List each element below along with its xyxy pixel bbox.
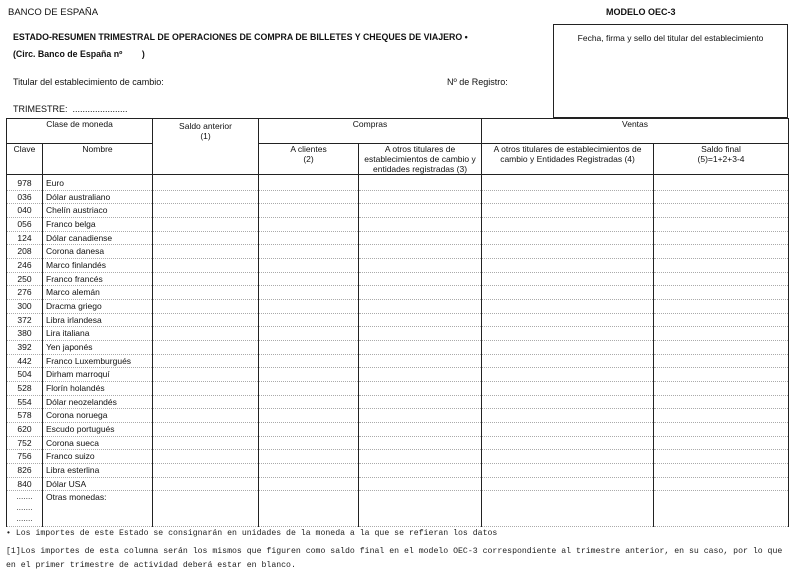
cell-previous-balance[interactable]: [153, 436, 259, 450]
currency-name: Libra irlandesa: [43, 313, 153, 327]
cell-sales-other[interactable]: [482, 450, 654, 464]
currency-code: 620: [7, 422, 43, 436]
cell-to-other-holders[interactable]: [359, 259, 482, 273]
cell-sales-other[interactable]: [482, 313, 654, 327]
table-row: [7, 259, 789, 273]
header-previous-balance: Saldo anterior (1): [153, 119, 259, 175]
stamp-label: Fecha, firma y sello del titular del establecimiento: [577, 33, 764, 43]
cell-final-balance[interactable]: [654, 354, 789, 368]
currency-name: Chelín austriaco: [43, 204, 153, 218]
table-row: [7, 175, 789, 191]
cell-sales-other[interactable]: [482, 245, 654, 259]
currency-code: 276: [7, 286, 43, 300]
cell-sales-other[interactable]: [482, 286, 654, 300]
cell-to-clients[interactable]: [259, 204, 359, 218]
currency-code: 442: [7, 354, 43, 368]
signature-stamp-box: [553, 24, 788, 118]
cell-to-other-holders[interactable]: [359, 354, 482, 368]
cell-to-clients[interactable]: [259, 409, 359, 423]
circular-ref: (Circ. Banco de España nº ): [13, 49, 145, 59]
currency-code: 040: [7, 204, 43, 218]
cell-previous-balance[interactable]: [153, 272, 259, 286]
cell-to-clients[interactable]: [259, 436, 359, 450]
currency-code: 752: [7, 436, 43, 450]
cell-to-clients[interactable]: [259, 259, 359, 273]
holder-label: Titular del establecimiento de cambio:: [13, 77, 164, 87]
cell-final-balance[interactable]: [654, 300, 789, 314]
cell-previous-balance[interactable]: [153, 231, 259, 245]
cell-sales-other[interactable]: [482, 175, 654, 191]
cell-sales-other[interactable]: [482, 477, 654, 491]
cell-sales-other[interactable]: [482, 231, 654, 245]
cell-sales-other[interactable]: [482, 368, 654, 382]
cell-to-clients[interactable]: [259, 300, 359, 314]
cell-to-clients[interactable]: [259, 190, 359, 204]
cell-previous-balance[interactable]: [153, 286, 259, 300]
currency-name: Franco francés: [43, 272, 153, 286]
cell-to-clients[interactable]: [259, 175, 359, 191]
currency-name: Franco belga: [43, 218, 153, 232]
registry-label: Nº de Registro:: [447, 77, 508, 87]
currency-name: Dólar canadiense: [43, 231, 153, 245]
footnote-1: [1]Los importes de esta columna serán los mismos que figuren como saldo final en el modelo OEC-3 correspondiente al trimestre anterior, en su caso, por lo que en el primer trimestre de actividad deberá estar en blanco.: [6, 547, 783, 570]
cell-final-balance[interactable]: [654, 218, 789, 232]
cell-final-balance[interactable]: [654, 409, 789, 423]
cell-to-clients[interactable]: [259, 491, 359, 527]
cell-final-balance[interactable]: [654, 395, 789, 409]
currency-name: Marco alemán: [43, 286, 153, 300]
currency-name: Lira italiana: [43, 327, 153, 341]
currency-name: Dólar USA: [43, 477, 153, 491]
currency-code: 826: [7, 463, 43, 477]
currency-code: 504: [7, 368, 43, 382]
currency-code: 840: [7, 477, 43, 491]
header-final-balance: Saldo final (5)=1+2+3-4: [654, 144, 789, 175]
table-row: [7, 231, 789, 245]
table-row: [7, 436, 789, 450]
currency-code: 554: [7, 395, 43, 409]
cell-previous-balance[interactable]: [153, 463, 259, 477]
header-code: Clave: [7, 144, 43, 175]
table-row: [7, 422, 789, 436]
table-row: [7, 340, 789, 354]
cell-previous-balance[interactable]: [153, 450, 259, 464]
cell-sales-other[interactable]: [482, 204, 654, 218]
cell-to-other-holders[interactable]: [359, 272, 482, 286]
cell-sales-other[interactable]: [482, 340, 654, 354]
cell-final-balance[interactable]: [654, 175, 789, 191]
cell-sales-other[interactable]: [482, 327, 654, 341]
table-row: [7, 272, 789, 286]
cell-to-other-holders[interactable]: [359, 368, 482, 382]
table-row: [7, 381, 789, 395]
header-name: Nombre: [43, 144, 153, 175]
cell-to-other-holders[interactable]: [359, 450, 482, 464]
cell-to-clients[interactable]: [259, 450, 359, 464]
cell-previous-balance[interactable]: [153, 175, 259, 191]
cell-previous-balance[interactable]: [153, 259, 259, 273]
cell-final-balance[interactable]: [654, 231, 789, 245]
table-row: [7, 354, 789, 368]
cell-final-balance[interactable]: [654, 313, 789, 327]
cell-sales-other[interactable]: [482, 300, 654, 314]
other-code-dots: ....... ....... .......: [7, 491, 43, 527]
cell-to-other-holders[interactable]: [359, 327, 482, 341]
cell-to-clients[interactable]: [259, 245, 359, 259]
cell-final-balance[interactable]: [654, 381, 789, 395]
cell-to-other-holders[interactable]: [359, 395, 482, 409]
cell-to-clients[interactable]: [259, 286, 359, 300]
cell-previous-balance[interactable]: [153, 381, 259, 395]
cell-to-other-holders[interactable]: [359, 463, 482, 477]
cell-to-other-holders[interactable]: [359, 204, 482, 218]
cell-previous-balance[interactable]: [153, 409, 259, 423]
header-sales-other: A otros titulares de establecimientos de cambio y Entidades Registradas (4): [482, 144, 654, 175]
table-row: [7, 395, 789, 409]
currency-name: Dirham marroquí: [43, 368, 153, 382]
cell-to-clients[interactable]: [259, 368, 359, 382]
cell-final-balance[interactable]: [654, 450, 789, 464]
cell-final-balance[interactable]: [654, 436, 789, 450]
table-row: [7, 450, 789, 464]
currency-code: 756: [7, 450, 43, 464]
cell-to-other-holders[interactable]: [359, 300, 482, 314]
cell-to-clients[interactable]: [259, 381, 359, 395]
table-row-other: [7, 491, 789, 527]
cell-final-balance[interactable]: [654, 259, 789, 273]
cell-to-clients[interactable]: [259, 340, 359, 354]
cell-sales-other[interactable]: [482, 381, 654, 395]
currency-name: Corona noruega: [43, 409, 153, 423]
table-row: [7, 218, 789, 232]
cell-to-other-holders[interactable]: [359, 436, 482, 450]
header-to-clients: A clientes (2): [259, 144, 359, 175]
cell-sales-other[interactable]: [482, 190, 654, 204]
currency-name: Yen japonés: [43, 340, 153, 354]
form-title: ESTADO-RESUMEN TRIMESTRAL DE OPERACIONES DE COMPRA DE BILLETES Y CHEQUES DE VIAJERO •: [13, 32, 468, 42]
cell-final-balance[interactable]: [654, 245, 789, 259]
table-row: [7, 463, 789, 477]
cell-previous-balance[interactable]: [153, 491, 259, 527]
cell-to-other-holders[interactable]: [359, 422, 482, 436]
cell-to-clients[interactable]: [259, 422, 359, 436]
cell-previous-balance[interactable]: [153, 422, 259, 436]
table-row: [7, 409, 789, 423]
cell-previous-balance[interactable]: [153, 313, 259, 327]
cell-to-clients[interactable]: [259, 477, 359, 491]
cell-final-balance[interactable]: [654, 491, 789, 527]
currency-code: 372: [7, 313, 43, 327]
cell-to-clients[interactable]: [259, 463, 359, 477]
cell-sales-other[interactable]: [482, 259, 654, 273]
header-to-other-holders: A otros titulares de establecimientos de cambio y entidades registradas (3): [359, 144, 482, 175]
cell-to-clients[interactable]: [259, 313, 359, 327]
currency-name: Franco Luxemburgués: [43, 354, 153, 368]
cell-sales-other[interactable]: [482, 272, 654, 286]
cell-to-other-holders[interactable]: [359, 491, 482, 527]
cell-to-other-holders[interactable]: [359, 245, 482, 259]
cell-previous-balance[interactable]: [153, 218, 259, 232]
cell-previous-balance[interactable]: [153, 300, 259, 314]
cell-to-clients[interactable]: [259, 272, 359, 286]
table-row: [7, 204, 789, 218]
cell-to-other-holders[interactable]: [359, 286, 482, 300]
table-row: [7, 477, 789, 491]
currency-code: 246: [7, 259, 43, 273]
cell-to-clients[interactable]: [259, 354, 359, 368]
currency-code: 578: [7, 409, 43, 423]
cell-previous-balance[interactable]: [153, 395, 259, 409]
table-row: [7, 286, 789, 300]
cell-sales-other[interactable]: [482, 218, 654, 232]
currency-name: Escudo portugués: [43, 422, 153, 436]
cell-final-balance[interactable]: [654, 422, 789, 436]
other-currencies-label: Otras monedas:: [43, 491, 153, 527]
currency-code: 392: [7, 340, 43, 354]
currency-name: Dólar neozelandés: [43, 395, 153, 409]
cell-to-other-holders[interactable]: [359, 381, 482, 395]
cell-previous-balance[interactable]: [153, 327, 259, 341]
cell-final-balance[interactable]: [654, 477, 789, 491]
model-code: MODELO OEC-3: [606, 7, 676, 17]
currency-code: 978: [7, 175, 43, 191]
currency-code: 380: [7, 327, 43, 341]
table-row: [7, 300, 789, 314]
currency-name: Corona danesa: [43, 245, 153, 259]
currency-table: [6, 118, 789, 527]
cell-to-other-holders[interactable]: [359, 218, 482, 232]
cell-to-clients[interactable]: [259, 218, 359, 232]
cell-to-clients[interactable]: [259, 395, 359, 409]
currency-name: Franco suizo: [43, 450, 153, 464]
table-row: [7, 327, 789, 341]
currency-code: 208: [7, 245, 43, 259]
header-purchases: Compras: [259, 119, 482, 144]
cell-sales-other[interactable]: [482, 422, 654, 436]
cell-previous-balance[interactable]: [153, 190, 259, 204]
cell-final-balance[interactable]: [654, 272, 789, 286]
currency-name: Florín holandés: [43, 381, 153, 395]
bank-name: BANCO DE ESPAÑA: [8, 7, 99, 18]
currency-code: 124: [7, 231, 43, 245]
table-row: [7, 245, 789, 259]
currency-name: Dólar australiano: [43, 190, 153, 204]
currency-code: 036: [7, 190, 43, 204]
cell-previous-balance[interactable]: [153, 354, 259, 368]
cell-to-other-holders[interactable]: [359, 190, 482, 204]
cell-final-balance[interactable]: [654, 204, 789, 218]
cell-to-clients[interactable]: [259, 327, 359, 341]
table-row: [7, 190, 789, 204]
cell-final-balance[interactable]: [654, 340, 789, 354]
currency-name: Euro: [43, 175, 153, 191]
currency-code: 300: [7, 300, 43, 314]
cell-sales-other[interactable]: [482, 409, 654, 423]
cell-to-other-holders[interactable]: [359, 340, 482, 354]
cell-to-other-holders[interactable]: [359, 313, 482, 327]
cell-previous-balance[interactable]: [153, 477, 259, 491]
currency-code: 056: [7, 218, 43, 232]
cell-sales-other[interactable]: [482, 463, 654, 477]
footnote-star: • Los importes de este Estado se consignarán en unidades de la moneda a la que se refieran los datos: [6, 529, 498, 538]
cell-final-balance[interactable]: [654, 190, 789, 204]
cell-previous-balance[interactable]: [153, 340, 259, 354]
cell-final-balance[interactable]: [654, 463, 789, 477]
cell-previous-balance[interactable]: [153, 204, 259, 218]
quarter-label: TRIMESTRE: ......................: [13, 104, 128, 114]
cell-final-balance[interactable]: [654, 286, 789, 300]
currency-name: Dracma griego: [43, 300, 153, 314]
currency-name: Libra esterlina: [43, 463, 153, 477]
currency-name: Marco finlandés: [43, 259, 153, 273]
header-currency-class: Clase de moneda: [7, 119, 153, 144]
cell-to-clients[interactable]: [259, 231, 359, 245]
table-row: [7, 313, 789, 327]
table-row: [7, 368, 789, 382]
cell-sales-other[interactable]: [482, 491, 654, 527]
cell-final-balance[interactable]: [654, 327, 789, 341]
currency-name: Corona sueca: [43, 436, 153, 450]
header-sales: Ventas: [482, 119, 789, 144]
cell-to-other-holders[interactable]: [359, 231, 482, 245]
cell-previous-balance[interactable]: [153, 245, 259, 259]
cell-final-balance[interactable]: [654, 368, 789, 382]
cell-to-other-holders[interactable]: [359, 409, 482, 423]
cell-sales-other[interactable]: [482, 354, 654, 368]
cell-to-other-holders[interactable]: [359, 477, 482, 491]
cell-sales-other[interactable]: [482, 395, 654, 409]
currency-code: 528: [7, 381, 43, 395]
cell-to-other-holders[interactable]: [359, 175, 482, 191]
currency-code: 250: [7, 272, 43, 286]
cell-previous-balance[interactable]: [153, 368, 259, 382]
cell-sales-other[interactable]: [482, 436, 654, 450]
